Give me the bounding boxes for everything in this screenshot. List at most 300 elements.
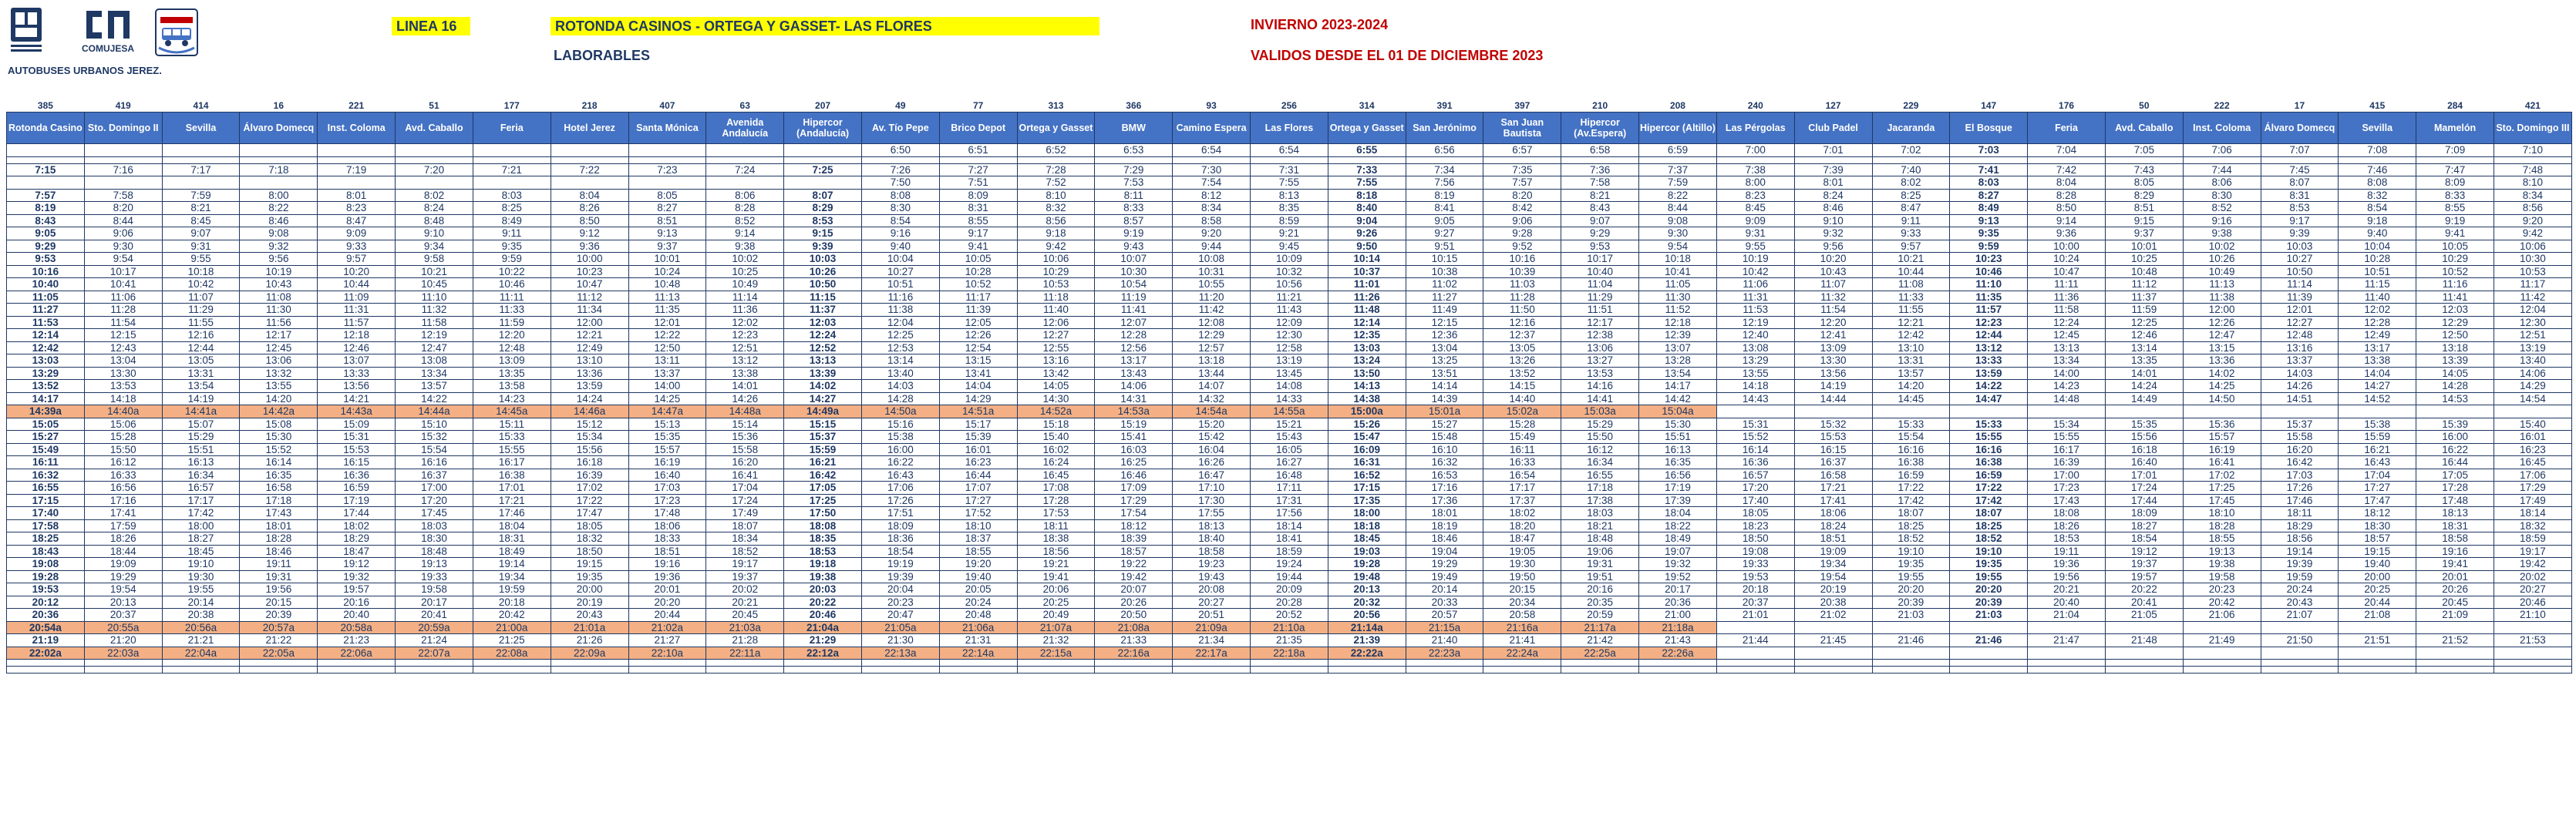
time-cell: 8:25 bbox=[1872, 189, 1950, 202]
time-cell: 15:42 bbox=[1173, 431, 1251, 444]
time-cell: 19:35 bbox=[1950, 558, 2028, 571]
time-cell: 16:19 bbox=[628, 456, 706, 469]
time-cell: 14:39 bbox=[1406, 392, 1483, 405]
time-cell: 14:02 bbox=[784, 380, 862, 393]
time-cell: 7:45 bbox=[2261, 163, 2339, 176]
time-cell: 11:59 bbox=[473, 316, 551, 329]
time-cell: 19:55 bbox=[1872, 570, 1950, 583]
time-cell: 13:14 bbox=[2105, 341, 2183, 354]
time-cell: 11:06 bbox=[1716, 278, 1794, 291]
time-cell: 8:20 bbox=[84, 202, 162, 215]
time-cell: 7:36 bbox=[1561, 163, 1639, 176]
time-cell bbox=[2339, 156, 2416, 163]
time-cell: 8:33 bbox=[1095, 202, 1173, 215]
time-cell: 18:07 bbox=[706, 519, 784, 532]
time-cell: 18:07 bbox=[1950, 507, 2028, 520]
time-cell: 15:53 bbox=[318, 443, 396, 456]
time-cell: 13:29 bbox=[1716, 354, 1794, 368]
time-cell: 11:48 bbox=[1328, 304, 1406, 317]
time-cell: 16:00 bbox=[861, 443, 939, 456]
time-cell: 19:11 bbox=[240, 558, 318, 571]
time-cell: 15:00a bbox=[1328, 405, 1406, 418]
time-cell: 19:03 bbox=[1328, 545, 1406, 558]
time-cell: 14:14 bbox=[1406, 380, 1483, 393]
time-cell: 15:18 bbox=[1017, 418, 1095, 431]
time-cell: 15:14 bbox=[706, 418, 784, 431]
trip-row bbox=[7, 596, 2572, 609]
time-cell: 11:57 bbox=[1950, 304, 2028, 317]
time-cell: 6:56 bbox=[1406, 144, 1483, 157]
time-cell: 9:29 bbox=[1561, 227, 1639, 240]
time-cell: 15:36 bbox=[706, 431, 784, 444]
time-cell: 15:30 bbox=[240, 431, 318, 444]
time-cell: 8:27 bbox=[628, 202, 706, 215]
time-cell: 8:10 bbox=[2494, 176, 2572, 190]
time-cell: 9:35 bbox=[1950, 227, 2028, 240]
time-cell: 16:40 bbox=[628, 469, 706, 482]
time-cell bbox=[1406, 667, 1483, 674]
time-cell: 14:26 bbox=[706, 392, 784, 405]
time-cell bbox=[1950, 621, 2028, 634]
time-cell: 9:53 bbox=[7, 253, 85, 266]
time-cell: 13:19 bbox=[1251, 354, 1328, 368]
time-cell: 14:54a bbox=[1173, 405, 1251, 418]
time-cell: 10:55 bbox=[1173, 278, 1251, 291]
time-cell: 11:53 bbox=[7, 316, 85, 329]
stop-code: 397 bbox=[1514, 100, 1530, 111]
time-cell: 10:45 bbox=[396, 278, 473, 291]
time-cell: 14:18 bbox=[1716, 380, 1794, 393]
time-cell: 13:59 bbox=[1950, 367, 2028, 380]
time-cell: 17:41 bbox=[84, 507, 162, 520]
time-cell: 12:23 bbox=[1950, 316, 2028, 329]
time-cell: 9:54 bbox=[84, 253, 162, 266]
time-cell: 7:25 bbox=[784, 163, 862, 176]
time-cell: 12:20 bbox=[473, 329, 551, 342]
time-cell: 13:54 bbox=[1639, 367, 1717, 380]
time-cell: 12:35 bbox=[1328, 329, 1406, 342]
time-cell: 7:34 bbox=[1406, 163, 1483, 176]
time-cell: 11:41 bbox=[2416, 291, 2494, 304]
time-cell: 19:35 bbox=[1872, 558, 1950, 571]
time-cell: 19:39 bbox=[861, 570, 939, 583]
time-cell: 17:07 bbox=[939, 482, 1017, 495]
time-cell bbox=[2494, 621, 2572, 634]
time-cell: 15:01a bbox=[1406, 405, 1483, 418]
trip-row bbox=[7, 380, 2572, 393]
time-cell: 20:12 bbox=[7, 596, 85, 609]
time-cell: 11:14 bbox=[706, 291, 784, 304]
time-cell: 21:51 bbox=[2339, 634, 2416, 647]
time-cell: 20:16 bbox=[318, 596, 396, 609]
time-cell: 8:21 bbox=[162, 202, 240, 215]
time-cell: 10:18 bbox=[162, 265, 240, 278]
time-cell: 10:30 bbox=[2494, 253, 2572, 266]
time-cell: 8:02 bbox=[1872, 176, 1950, 190]
time-cell: 14:54 bbox=[2494, 392, 2572, 405]
time-cell: 18:05 bbox=[551, 519, 628, 532]
time-cell bbox=[1095, 156, 1173, 163]
time-cell: 16:20 bbox=[2261, 443, 2339, 456]
time-cell: 18:21 bbox=[1561, 519, 1639, 532]
time-cell: 13:15 bbox=[939, 354, 1017, 368]
stop-code: 208 bbox=[1669, 100, 1685, 111]
time-cell bbox=[396, 144, 473, 157]
time-cell: 14:44a bbox=[396, 405, 473, 418]
time-cell: 11:36 bbox=[706, 304, 784, 317]
time-cell: 16:14 bbox=[1716, 443, 1794, 456]
time-cell: 19:14 bbox=[2261, 545, 2339, 558]
time-cell: 19:38 bbox=[784, 570, 862, 583]
stop-name: Las Flores bbox=[1251, 113, 1328, 144]
time-cell: 16:39 bbox=[551, 469, 628, 482]
time-cell: 13:29 bbox=[7, 367, 85, 380]
stop-name: Feria bbox=[473, 113, 551, 144]
stop-code: 77 bbox=[972, 100, 984, 111]
time-cell: 8:19 bbox=[1406, 189, 1483, 202]
time-cell: 17:58 bbox=[7, 519, 85, 532]
time-cell: 17:24 bbox=[706, 494, 784, 507]
stop-name: Avd. Caballo bbox=[2105, 113, 2183, 144]
time-cell bbox=[1483, 660, 1561, 667]
company-name: AUTOBUSES URBANOS JEREZ. bbox=[8, 65, 162, 76]
time-cell: 16:02 bbox=[1017, 443, 1095, 456]
time-cell: 9:06 bbox=[1483, 214, 1561, 227]
time-cell: 9:21 bbox=[1251, 227, 1328, 240]
time-cell bbox=[2494, 660, 2572, 667]
time-cell: 13:41 bbox=[939, 367, 1017, 380]
time-cell: 19:56 bbox=[2028, 570, 2106, 583]
time-cell: 11:06 bbox=[84, 291, 162, 304]
time-cell: 11:32 bbox=[396, 304, 473, 317]
time-cell: 18:18 bbox=[1328, 519, 1406, 532]
time-cell: 19:37 bbox=[706, 570, 784, 583]
time-cell: 21:52 bbox=[2416, 634, 2494, 647]
time-cell bbox=[1483, 667, 1561, 674]
time-cell: 13:03 bbox=[1328, 341, 1406, 354]
time-cell: 18:58 bbox=[2416, 532, 2494, 546]
time-cell: 14:17 bbox=[7, 392, 85, 405]
time-cell: 10:20 bbox=[1794, 253, 1872, 266]
time-cell: 9:35 bbox=[473, 240, 551, 253]
time-cell: 14:15 bbox=[1483, 380, 1561, 393]
time-cell: 8:46 bbox=[1794, 202, 1872, 215]
time-cell: 20:24 bbox=[2261, 583, 2339, 596]
time-cell bbox=[1328, 156, 1406, 163]
time-cell: 14:42a bbox=[240, 405, 318, 418]
time-cell: 18:29 bbox=[318, 532, 396, 546]
time-cell: 16:45 bbox=[2494, 456, 2572, 469]
time-cell: 8:35 bbox=[1251, 202, 1328, 215]
time-cell: 12:01 bbox=[628, 316, 706, 329]
time-cell: 17:39 bbox=[1639, 494, 1717, 507]
stop-name: Ortega y Gasset bbox=[1328, 113, 1406, 144]
time-cell bbox=[551, 176, 628, 190]
time-cell: 7:23 bbox=[628, 163, 706, 176]
time-cell: 9:29 bbox=[7, 240, 85, 253]
time-cell: 13:43 bbox=[1095, 367, 1173, 380]
time-cell: 7:59 bbox=[162, 189, 240, 202]
time-cell: 7:15 bbox=[7, 163, 85, 176]
time-cell: 6:59 bbox=[1639, 144, 1717, 157]
time-cell: 15:06 bbox=[84, 418, 162, 431]
time-cell: 8:08 bbox=[861, 189, 939, 202]
time-cell: 13:06 bbox=[1561, 341, 1639, 354]
stop-name: Av. Tío Pepe bbox=[861, 113, 939, 144]
time-cell: 15:15 bbox=[784, 418, 862, 431]
time-cell: 9:45 bbox=[1251, 240, 1328, 253]
time-cell: 10:07 bbox=[1095, 253, 1173, 266]
time-cell: 21:42 bbox=[1561, 634, 1639, 647]
time-cell bbox=[2105, 667, 2183, 674]
time-cell: 8:19 bbox=[7, 202, 85, 215]
time-cell: 19:19 bbox=[861, 558, 939, 571]
time-cell: 14:29 bbox=[939, 392, 1017, 405]
time-cell bbox=[2028, 621, 2106, 634]
time-cell: 18:38 bbox=[1017, 532, 1095, 546]
time-cell: 20:45 bbox=[2416, 596, 2494, 609]
time-cell: 11:58 bbox=[2028, 304, 2106, 317]
time-cell: 20:14 bbox=[1406, 583, 1483, 596]
time-cell: 13:56 bbox=[1794, 367, 1872, 380]
stop-code: 207 bbox=[815, 100, 831, 111]
time-cell: 11:56 bbox=[240, 316, 318, 329]
time-cell: 18:19 bbox=[1406, 519, 1483, 532]
time-cell: 7:59 bbox=[1639, 176, 1717, 190]
stop-name: Rotonda Casino bbox=[7, 113, 85, 144]
time-cell: 16:43 bbox=[861, 469, 939, 482]
time-cell: 9:27 bbox=[1406, 227, 1483, 240]
stop-code: 240 bbox=[1747, 100, 1763, 111]
time-cell: 15:55 bbox=[2028, 431, 2106, 444]
trip-row bbox=[7, 647, 2572, 660]
time-cell: 7:09 bbox=[2416, 144, 2494, 157]
time-cell: 14:48a bbox=[706, 405, 784, 418]
time-cell: 17:47 bbox=[2339, 494, 2416, 507]
time-cell: 10:26 bbox=[784, 265, 862, 278]
time-cell: 11:39 bbox=[2261, 291, 2339, 304]
time-cell: 16:23 bbox=[2494, 443, 2572, 456]
time-cell: 12:24 bbox=[2028, 316, 2106, 329]
time-cell: 10:06 bbox=[2494, 240, 2572, 253]
time-cell bbox=[2261, 667, 2339, 674]
time-cell: 14:06 bbox=[2494, 367, 2572, 380]
time-cell: 18:08 bbox=[2028, 507, 2106, 520]
time-cell: 19:34 bbox=[473, 570, 551, 583]
time-cell: 20:19 bbox=[551, 596, 628, 609]
time-cell: 19:37 bbox=[2105, 558, 2183, 571]
time-cell: 13:38 bbox=[706, 367, 784, 380]
time-cell: 20:22 bbox=[784, 596, 862, 609]
time-cell: 9:43 bbox=[1095, 240, 1173, 253]
time-cell bbox=[162, 176, 240, 190]
time-cell: 12:38 bbox=[1561, 329, 1639, 342]
time-cell: 21:14a bbox=[1328, 621, 1406, 634]
time-cell: 8:08 bbox=[2339, 176, 2416, 190]
time-cell: 21:20 bbox=[84, 634, 162, 647]
time-cell: 17:43 bbox=[240, 507, 318, 520]
time-cell: 15:33 bbox=[1950, 418, 2028, 431]
time-cell: 19:04 bbox=[1406, 545, 1483, 558]
line-label: LINEA 16 bbox=[392, 17, 470, 35]
time-cell: 16:13 bbox=[1639, 443, 1717, 456]
trip-row bbox=[7, 482, 2572, 495]
time-cell: 15:49 bbox=[7, 443, 85, 456]
time-cell: 8:28 bbox=[706, 202, 784, 215]
time-cell: 9:10 bbox=[1794, 214, 1872, 227]
comujesa-logo bbox=[71, 6, 145, 55]
trip-row bbox=[7, 253, 2572, 266]
time-cell: 8:55 bbox=[2416, 202, 2494, 215]
time-cell: 16:38 bbox=[473, 469, 551, 482]
time-cell: 9:37 bbox=[2105, 227, 2183, 240]
time-cell bbox=[551, 144, 628, 157]
time-cell: 14:47a bbox=[628, 405, 706, 418]
time-cell: 9:56 bbox=[1794, 240, 1872, 253]
time-cell: 18:52 bbox=[1872, 532, 1950, 546]
time-cell: 14:44 bbox=[1794, 392, 1872, 405]
stop-code: 127 bbox=[1825, 100, 1841, 111]
time-cell: 12:04 bbox=[861, 316, 939, 329]
time-cell: 20:20 bbox=[1950, 583, 2028, 596]
time-cell bbox=[1872, 660, 1950, 667]
stop-code: 391 bbox=[1436, 100, 1453, 111]
time-cell: 19:10 bbox=[1950, 545, 2028, 558]
time-cell: 19:05 bbox=[1483, 545, 1561, 558]
time-cell: 21:41 bbox=[1483, 634, 1561, 647]
time-cell bbox=[551, 667, 628, 674]
time-cell: 19:53 bbox=[7, 583, 85, 596]
time-cell: 13:52 bbox=[7, 380, 85, 393]
trip-row bbox=[7, 329, 2572, 342]
time-cell: 14:41a bbox=[162, 405, 240, 418]
time-cell: 15:54 bbox=[396, 443, 473, 456]
trip-row bbox=[7, 291, 2572, 304]
time-cell: 17:26 bbox=[861, 494, 939, 507]
time-cell: 11:13 bbox=[628, 291, 706, 304]
time-cell: 17:15 bbox=[7, 494, 85, 507]
time-cell bbox=[1251, 156, 1328, 163]
time-cell: 20:24 bbox=[939, 596, 1017, 609]
time-cell: 22:07a bbox=[396, 647, 473, 660]
time-cell: 10:04 bbox=[2339, 240, 2416, 253]
time-cell: 21:18a bbox=[1639, 621, 1717, 634]
trip-row bbox=[7, 354, 2572, 368]
time-cell bbox=[1173, 667, 1251, 674]
time-cell: 18:39 bbox=[1095, 532, 1173, 546]
trip-row bbox=[7, 316, 2572, 329]
timetable-grid bbox=[6, 100, 2572, 674]
time-cell: 15:41 bbox=[1095, 431, 1173, 444]
stop-name: Brico Depot bbox=[939, 113, 1017, 144]
time-cell: 16:15 bbox=[1794, 443, 1872, 456]
time-cell bbox=[551, 660, 628, 667]
time-cell: 16:33 bbox=[84, 469, 162, 482]
time-cell: 10:51 bbox=[2339, 265, 2416, 278]
time-cell bbox=[84, 176, 162, 190]
time-cell: 20:00 bbox=[551, 583, 628, 596]
time-cell: 18:11 bbox=[2261, 507, 2339, 520]
time-cell: 19:41 bbox=[2416, 558, 2494, 571]
time-cell: 22:08a bbox=[473, 647, 551, 660]
time-cell: 18:46 bbox=[1406, 532, 1483, 546]
time-cell bbox=[706, 176, 784, 190]
time-cell: 7:07 bbox=[2261, 144, 2339, 157]
time-cell: 15:58 bbox=[2261, 431, 2339, 444]
time-cell: 8:04 bbox=[2028, 176, 2106, 190]
time-cell: 10:47 bbox=[551, 278, 628, 291]
time-cell: 14:04 bbox=[939, 380, 1017, 393]
time-cell: 10:46 bbox=[473, 278, 551, 291]
time-cell: 13:33 bbox=[1950, 354, 2028, 368]
time-cell bbox=[1017, 660, 1095, 667]
time-cell bbox=[2416, 647, 2494, 660]
time-cell: 12:16 bbox=[1483, 316, 1561, 329]
time-cell bbox=[2183, 156, 2261, 163]
time-cell: 17:21 bbox=[1794, 482, 1872, 495]
time-cell: 17:01 bbox=[473, 482, 551, 495]
time-cell: 18:12 bbox=[1095, 519, 1173, 532]
time-cell: 20:41 bbox=[396, 609, 473, 622]
time-cell bbox=[1950, 667, 2028, 674]
stop-code: 93 bbox=[1206, 100, 1217, 111]
time-cell: 18:50 bbox=[551, 545, 628, 558]
time-cell: 19:11 bbox=[2028, 545, 2106, 558]
time-cell: 11:51 bbox=[1561, 304, 1639, 317]
time-cell: 17:42 bbox=[1950, 494, 2028, 507]
time-cell: 18:47 bbox=[318, 545, 396, 558]
time-cell: 16:05 bbox=[1251, 443, 1328, 456]
time-cell: 16:20 bbox=[706, 456, 784, 469]
time-cell: 22:14a bbox=[939, 647, 1017, 660]
time-cell: 20:44 bbox=[2339, 596, 2416, 609]
time-cell: 18:03 bbox=[1561, 507, 1639, 520]
stop-code: 229 bbox=[1903, 100, 1919, 111]
time-cell: 19:55 bbox=[162, 583, 240, 596]
time-cell: 10:53 bbox=[2494, 265, 2572, 278]
time-cell bbox=[473, 660, 551, 667]
trip-row bbox=[7, 265, 2572, 278]
time-cell: 13:50 bbox=[1328, 367, 1406, 380]
season-label: INVIERNO 2023-2024 bbox=[1251, 17, 1389, 32]
time-cell: 9:36 bbox=[2028, 227, 2106, 240]
time-cell: 17:00 bbox=[2028, 469, 2106, 482]
time-cell: 18:04 bbox=[1639, 507, 1717, 520]
time-cell: 19:32 bbox=[318, 570, 396, 583]
time-cell: 13:25 bbox=[1406, 354, 1483, 368]
time-cell: 17:21 bbox=[473, 494, 551, 507]
time-cell: 15:54 bbox=[1872, 431, 1950, 444]
time-cell bbox=[240, 156, 318, 163]
time-cell: 16:18 bbox=[2105, 443, 2183, 456]
time-cell: 12:50 bbox=[628, 341, 706, 354]
time-cell: 10:47 bbox=[2028, 265, 2106, 278]
time-cell: 13:37 bbox=[2261, 354, 2339, 368]
time-cell: 12:54 bbox=[939, 341, 1017, 354]
time-cell bbox=[861, 667, 939, 674]
time-cell: 10:42 bbox=[162, 278, 240, 291]
time-cell: 8:50 bbox=[2028, 202, 2106, 215]
time-cell: 12:26 bbox=[939, 329, 1017, 342]
time-cell bbox=[1794, 660, 1872, 667]
time-cell: 10:41 bbox=[84, 278, 162, 291]
time-cell: 7:31 bbox=[1251, 163, 1328, 176]
trip-row bbox=[7, 227, 2572, 240]
time-cell: 20:39 bbox=[240, 609, 318, 622]
time-cell: 20:02 bbox=[2494, 570, 2572, 583]
time-cell: 13:11 bbox=[628, 354, 706, 368]
trip-row bbox=[7, 392, 2572, 405]
